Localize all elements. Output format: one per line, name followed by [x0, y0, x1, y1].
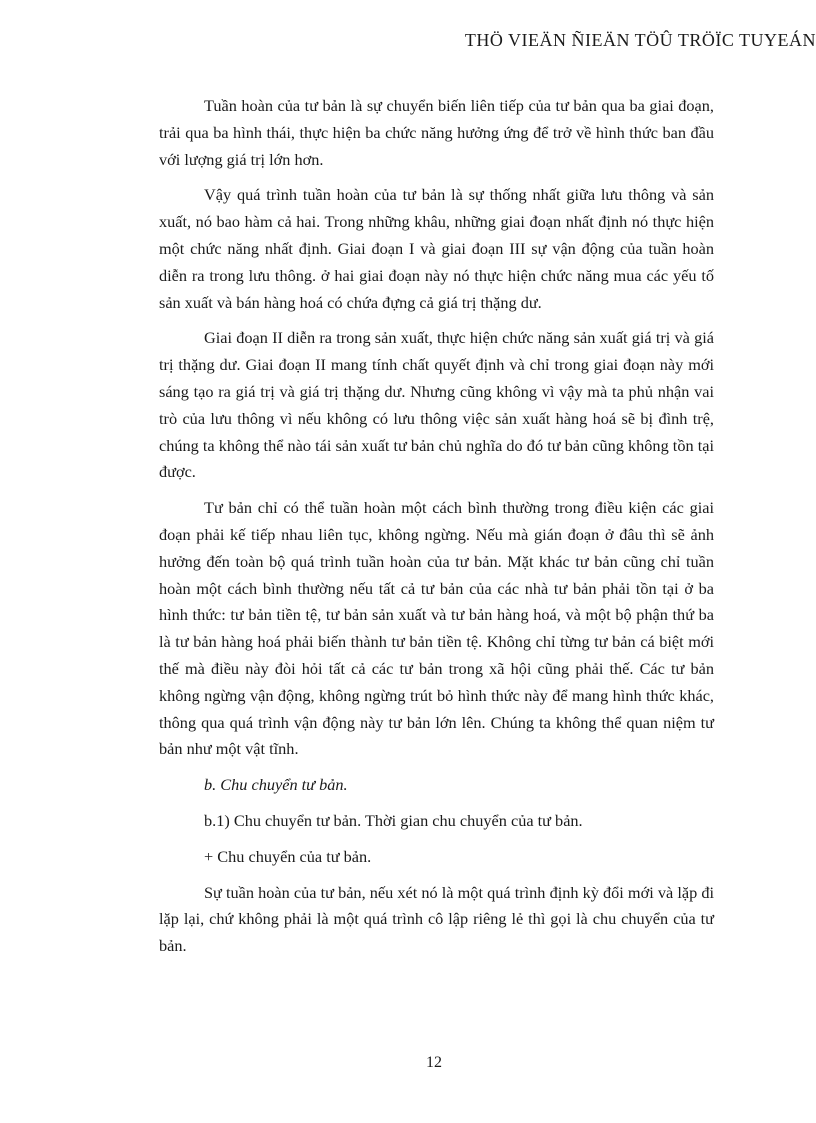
page-number: 12 [426, 1054, 442, 1071]
section-heading: b. Chu chuyển tư bản. [204, 775, 348, 795]
paragraph-3: Giai đoạn II diễn ra trong sản xuất, thực hiện chức năng sản xuất giá trị và giá trị thặng dư. Giai đoạn II mang tính chất quyết định và chỉ trong giai đoạn này mới sáng tạo ra giá trị và giá trị thặng dư. Nhưng cũng không vì vậy mà ta phủ nhận vai trò của lưu thông vì nếu không có lưu thông việc sản xuất hàng hoá sẽ bị đình trệ, chúng ta không thể nào tái sản xuất tư bản chủ nghĩa do đó tư bản cũng không tồn tại được. [159, 328, 714, 482]
subheading-2: + Chu chuyển của tư bản. [204, 846, 372, 866]
document-body [159, 93, 714, 969]
page-header: THÖ VIEÄN ÑIEÄN TÖÛ TRÖÏC TUYEÁN [464, 30, 816, 50]
final-paragraph: Sự tuần hoàn của tư bản, nếu xét nó là một quá trình định kỳ đổi mới và lặp đi lặp lại, chứ không phải là một quá trình cô lập riêng lẻ thì gọi là chu chuyển của tư bản. [159, 882, 714, 956]
paragraph-1: Tuần hoàn của tư bản là sự chuyển biến liên tiếp của tư bản qua ba giai đoạn, trải qua ba hình thái, thực hiện ba chức năng hưởng ứng để trở về hình thức ban đầu với lượng giá trị lớn hơn. [159, 96, 714, 169]
paragraph-4: Tư bản chỉ có thể tuần hoàn một cách bình thường trong điều kiện các giai đoạn phải kế tiếp nhau liên tục, không ngừng. Nếu mà gián đoạn ở đâu thì sẽ ảnh hưởng đến toàn bộ quá trình tuần hoàn của tư bản. Mặt khác tư bản cũng chỉ tuần hoàn một cách bình thường nếu tất cả tư bản của các nhà tư bản phải tồn tại ở ba hình thức: tư bản tiền tệ, tư bản sản xuất và tư bản hàng hoá, và một bộ phận thứ ba là tư bản hàng hoá phải biến thành tư bản tiền tệ. Không chỉ từng tư bản cá biệt mới thế mà điều này đòi hỏi tất cả các tư bản trong xã hội cũng phải thế. Các tư bản không ngừng vận động, không ngừng trút bỏ hình thức này để mang hình thức khác, thông qua quá trình vận động này tư bản lớn lên. Chúng ta không thể quan niệm tư bản như một vật tĩnh. [159, 498, 714, 759]
paragraph-2: Vậy quá trình tuần hoàn của tư bản là sự thống nhất giữa lưu thông và sản xuất, nó bao hàm cả hai. Trong những khâu, những giai đoạn nhất định nó thực hiện một chức năng nhất định. Giai đoạn I và giai đoạn III sự vận động của tuần hoàn diễn ra trong lưu thông. ở hai giai đoạn này nó thực hiện chức năng mua các yếu tố sản xuất và bán hàng hoá có chứa đựng cả giá trị thặng dư. [159, 185, 714, 312]
subheading-1: b.1) Chu chuyển tư bản. Thời gian chu chuyển của tư bản. [204, 810, 583, 830]
